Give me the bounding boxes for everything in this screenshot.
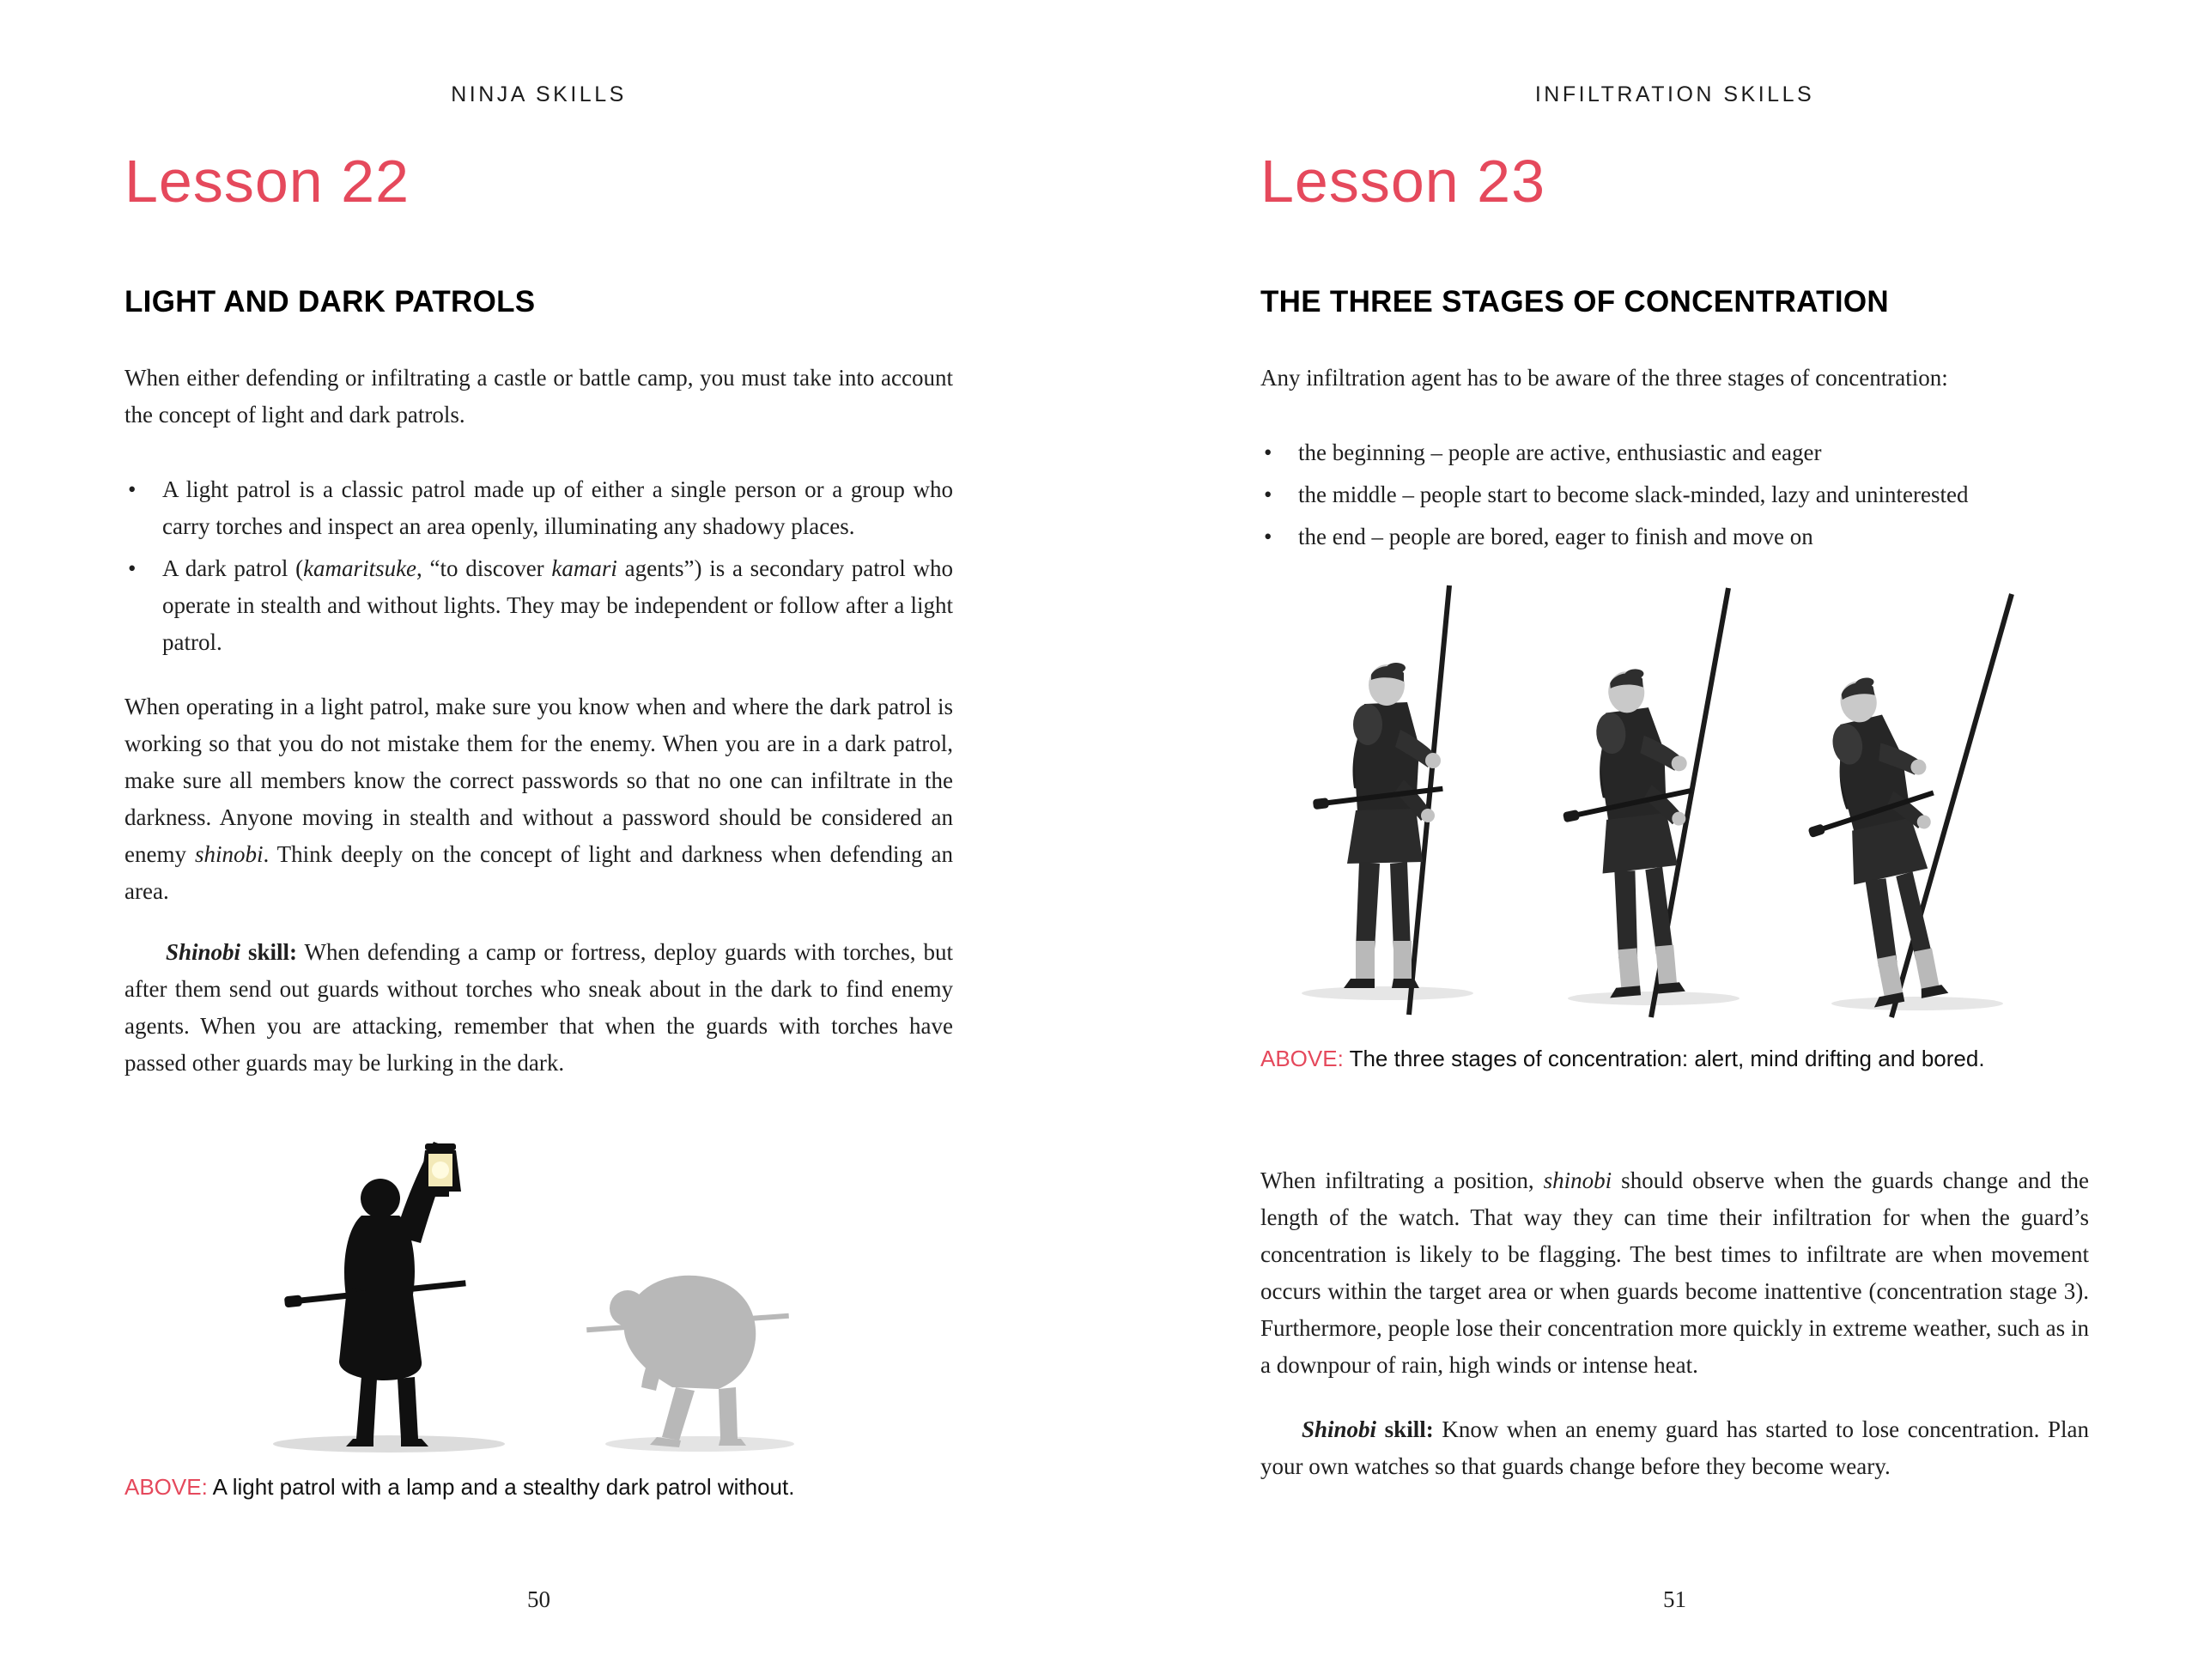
running-header: NINJA SKILLS	[451, 82, 627, 106]
term-italic: shinobi	[1543, 1168, 1612, 1193]
text-run: the beginning – people are active, enthusiastic and eager	[1298, 440, 1822, 465]
figure-caption	[124, 1473, 953, 1501]
bullet-list	[1260, 434, 2089, 555]
text-run: Know when an enemy guard has started to lose concentration. Plan your own watches so that guards change before they become weary.	[1260, 1416, 2089, 1479]
shadow	[273, 1435, 505, 1453]
shadow	[1831, 997, 2003, 1010]
shadow	[605, 1436, 794, 1452]
text-run: agents”) is a secondary patrol who operate in stealth and without lights. They may be independent or follow after a light patrol.	[162, 555, 953, 655]
figure-caption	[1260, 1045, 2089, 1073]
skill-label: Shinobi skill:	[1302, 1416, 1434, 1442]
main-paragraph	[1260, 1162, 2089, 1384]
guard-alert-figure	[1313, 663, 1443, 988]
bullet-item-end	[1260, 519, 2089, 555]
dark-patrol-figure	[586, 1276, 789, 1447]
section-heading: LIGHT AND DARK PATROLS	[124, 285, 536, 318]
three-stages-illustration	[1260, 581, 2089, 1028]
text-run: should observe when the guards change and the length of the watch. That way they can time their infiltration for when the guard’s concentration is likely to be flagging. The best times to infiltrate are when movement occurs within the target area or when guards become inattentive (concentration stage 3). Furthermore, people lose their concentration more quickly in extreme weather, such as in a downpour of rain, high winds or intense heat.	[1260, 1168, 2089, 1378]
text-run: . Think deeply on the concept of light and darkness when defending an area.	[124, 841, 953, 904]
shinobi-skill-paragraph	[1260, 1411, 2089, 1485]
text-run: A light patrol is a classic patrol made up of either a single person or a group who carry torches and inspect an area openly, illuminating any shadowy places.	[162, 476, 953, 539]
text-run: When defending a camp or fortress, deploy guards with torches, but after them send out guards without torches who sneak about in the dark to find enemy agents. When you are attacking, remember that when the guards with torches have passed other guards may be lurking in the dark.	[124, 939, 954, 1076]
caption-label: ABOVE:	[124, 1474, 208, 1500]
lesson-title: Lesson 22	[124, 148, 410, 215]
bullet-item-middle	[1260, 476, 2089, 513]
lantern-icon	[420, 1143, 461, 1197]
caption-text: The three stages of concentration: alert, mind drifting and bored.	[1343, 1046, 1985, 1071]
text-run: A dark patrol (	[162, 555, 304, 581]
lesson-title: Lesson 23	[1260, 148, 1546, 215]
text-run: the end – people are bored, eager to finish and move on	[1298, 524, 1813, 549]
bullet-item-light-patrol	[124, 471, 953, 545]
page-number: 50	[527, 1586, 550, 1612]
light-patrol-figure	[284, 1142, 466, 1446]
text-run: , “to discover	[416, 555, 552, 581]
text-run: the middle – people start to become slack-minded, lazy and uninterested	[1298, 482, 1969, 507]
text-run: When operating in a light patrol, make sure you know when and where the dark patrol is working so that you do not mistake them for the enemy. When you are in a dark patrol, make sure all members know the correct passwords so that no one can infiltrate in the darkness. Anyone moving in stealth and without a password should be considered an enemy	[124, 694, 953, 867]
light-dark-patrol-illustration	[150, 1097, 923, 1458]
bullet-item-dark-patrol	[124, 550, 953, 661]
main-paragraph	[124, 688, 953, 910]
term-italic: shinobi	[194, 841, 264, 867]
term-italic: kamaritsuke	[303, 555, 417, 581]
intro-paragraph: Any infiltration agent has to be aware of the three stages of concentration:	[1260, 365, 1948, 391]
running-header: INFILTRATION SKILLS	[1534, 82, 1815, 106]
caption-label: ABOVE:	[1260, 1046, 1344, 1071]
text-run: When infiltrating a position,	[1260, 1168, 1544, 1193]
bullet-item-beginning	[1260, 434, 2089, 471]
left-text-column	[124, 0, 953, 1680]
shadow	[1302, 986, 1473, 1000]
bullet-list	[124, 471, 953, 661]
skill-label: Shinobi skill:	[166, 939, 298, 965]
page-51	[1099, 0, 2198, 1680]
term-italic: kamari	[551, 555, 617, 581]
caption-text: A light patrol with a lamp and a stealthy dark patrol without.	[207, 1474, 795, 1500]
shinobi-skill-paragraph	[124, 934, 953, 1082]
section-heading: THE THREE STAGES OF CONCENTRATION	[1260, 285, 1889, 318]
right-text-column	[1260, 0, 2089, 1680]
intro-paragraph: When either defending or infiltrating a castle or battle camp, you must take into account the concept of light and dark patrols.	[124, 365, 953, 428]
page-number: 51	[1663, 1586, 1686, 1612]
